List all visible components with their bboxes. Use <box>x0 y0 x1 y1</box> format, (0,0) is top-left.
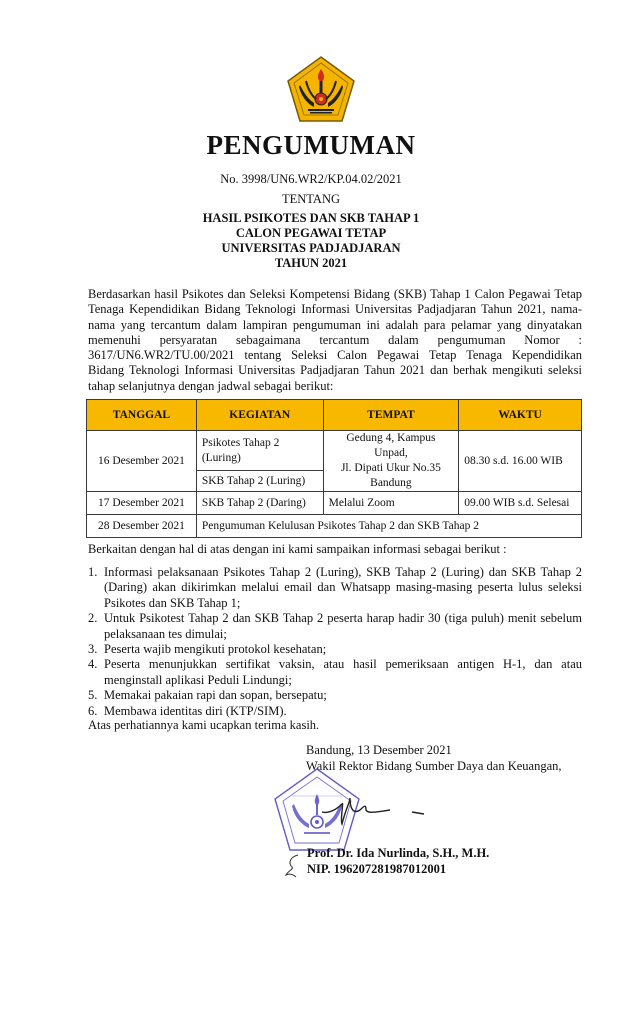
unpad-crest-icon <box>286 55 356 125</box>
cell-tanggal: 28 Desember 2021 <box>87 515 197 538</box>
cell-kegiatan: SKB Tahap 2 (Daring) <box>196 492 323 515</box>
intro-paragraph <box>88 287 582 394</box>
list-item <box>88 642 582 657</box>
list-item <box>88 657 582 688</box>
cell-tempat <box>323 431 459 492</box>
about-label: TENTANG <box>281 192 340 206</box>
info-list <box>88 565 582 719</box>
cell-tanggal: 16 Desember 2021 <box>87 431 197 492</box>
column-header-tanggal: TANGGAL <box>87 400 197 431</box>
place-date: Bandung, 13 Desember 2021 <box>306 743 452 757</box>
closing-text: Atas perhatiannya kami ucapkan terima kasih. <box>88 718 320 732</box>
intro-line: nama yang tercantum dalam lampiran pengumuman ini adalah para pelamar yang dinyatakan <box>88 317 582 332</box>
list-number: 2. <box>88 611 98 626</box>
signer-position: Wakil Rektor Bidang Sumber Daya dan Keuangan, <box>306 759 562 773</box>
list-line: Untuk Psikotest Tahap 2 dan SKB Tahap 2 peserta harap hadir 30 (tiga puluh) menit sebelum <box>104 611 582 626</box>
cell-kegiatan <box>196 431 323 471</box>
list-number: 5. <box>88 688 98 703</box>
signer-name: Prof. Dr. Ida Nurlinda, S.H., M.H. <box>307 846 490 860</box>
list-line: Peserta wajib mengikuti protokol kesehatan; <box>104 642 327 657</box>
tempat-line: Jl. Dipati Ukur No.35 <box>340 462 441 474</box>
table-row <box>87 515 582 538</box>
cell-waktu: 09.00 WIB s.d. Selesai <box>459 492 582 515</box>
list-number: 1. <box>88 565 98 579</box>
subtitle-line: UNIVERSITAS PADJADJARAN <box>221 241 401 255</box>
subtitle-line: HASIL PSIKOTES DAN SKB TAHAP 1 <box>202 211 420 225</box>
kegiatan-line: (Luring) <box>201 451 241 464</box>
list-item <box>88 688 582 703</box>
tempat-line: Gedung 4, Kampus Unpad, <box>346 432 436 459</box>
info-lead: Berkaitan dengan hal di atas dengan ini kami sampaikan informasi sebagai berikut : <box>88 542 507 556</box>
cell-waktu: 08.30 s.d. 16.00 WIB <box>459 431 582 492</box>
list-item <box>88 704 582 719</box>
list-line: Memakai pakaian rapi dan sopan, bersepatu; <box>104 688 327 703</box>
cell-tanggal: 17 Desember 2021 <box>87 492 197 515</box>
tempat-line: Bandung <box>370 477 412 489</box>
list-line: (Daring) akan dikirimkan melalui email dan Whatsapp masing-masing peserta lulus seleksi <box>104 580 582 595</box>
list-line: Informasi pelaksanaan Psikotes Tahap 2 (Luring), SKB Tahap 2 (Luring) dan SKB Tahap 2 <box>104 565 582 579</box>
intro-line: 3617/UN6.WR2/TU.00/2021 tentang Seleksi Calon Pegawai Tetap Tenaga Kependidikan <box>88 348 582 363</box>
table-row <box>87 492 582 515</box>
list-number: 3. <box>88 642 98 657</box>
intro-line: Tenaga Kependidikan Bidang Teknologi Informasi Universitas Padjadjaran Tahun 2021, nama- <box>88 302 582 317</box>
list-item <box>88 611 582 642</box>
cell-kegiatan: SKB Tahap 2 (Luring) <box>196 471 323 492</box>
handwritten-signature-icon <box>320 790 440 830</box>
column-header-kegiatan: KEGIATAN <box>196 400 323 431</box>
kegiatan-line: Psikotes Tahap 2 <box>201 436 280 449</box>
signer-nip: NIP. 196207281987012001 <box>307 862 447 876</box>
table-header-row <box>87 400 582 431</box>
cell-kegiatan: Pengumuman Kelulusan Psikotes Tahap 2 dan SKB Tahap 2 <box>196 515 581 538</box>
intro-line: Bidang Teknologi Informasi Universitas Padjadjaran Tahun 2021 dan berhak mengikuti seleksi <box>88 363 582 378</box>
intro-line: memenuhi persyaratan sebagaimana tercantum dalam pengumuman Nomor : <box>88 332 582 347</box>
list-line: Membawa identitas diri (KTP/SIM). <box>104 703 287 718</box>
intro-line: Berdasarkan hasil Psikotes dan Seleksi Kompetensi Bidang (SKB) Tahap 1 Calon Pegawai Tetap <box>88 287 582 301</box>
announcement-number: No. 3998/UN6.WR2/KP.04.02/2021 <box>220 172 402 186</box>
subtitle-line: TAHUN 2021 <box>274 256 348 270</box>
list-number: 4. <box>88 657 98 672</box>
list-line: menginstall aplikasi Peduli Lindungi; <box>104 672 292 687</box>
column-header-waktu: WAKTU <box>459 400 582 431</box>
initials-mark-icon <box>284 853 306 879</box>
list-line: Psikotes dan SKB Tahap 1; <box>104 595 241 610</box>
list-line: Peserta menunjukkan sertifikat vaksin, atau hasil pemeriksaan antigen H-1, dan atau <box>104 657 582 672</box>
list-item <box>88 565 582 611</box>
page-title: PENGUMUMAN <box>206 130 416 160</box>
list-number: 6. <box>88 703 98 718</box>
column-header-tempat: TEMPAT <box>323 400 459 431</box>
subtitle-line: CALON PEGAWAI TETAP <box>235 226 387 240</box>
subtitle-block <box>0 211 622 271</box>
intro-line: tahap selanjutnya dengan jadwal sebagai berikut: <box>88 378 334 393</box>
list-line: pelaksanaan tes dimulai; <box>104 626 227 641</box>
table-row <box>87 431 582 471</box>
schedule-table <box>86 399 582 538</box>
cell-tempat: Melalui Zoom <box>323 492 459 515</box>
